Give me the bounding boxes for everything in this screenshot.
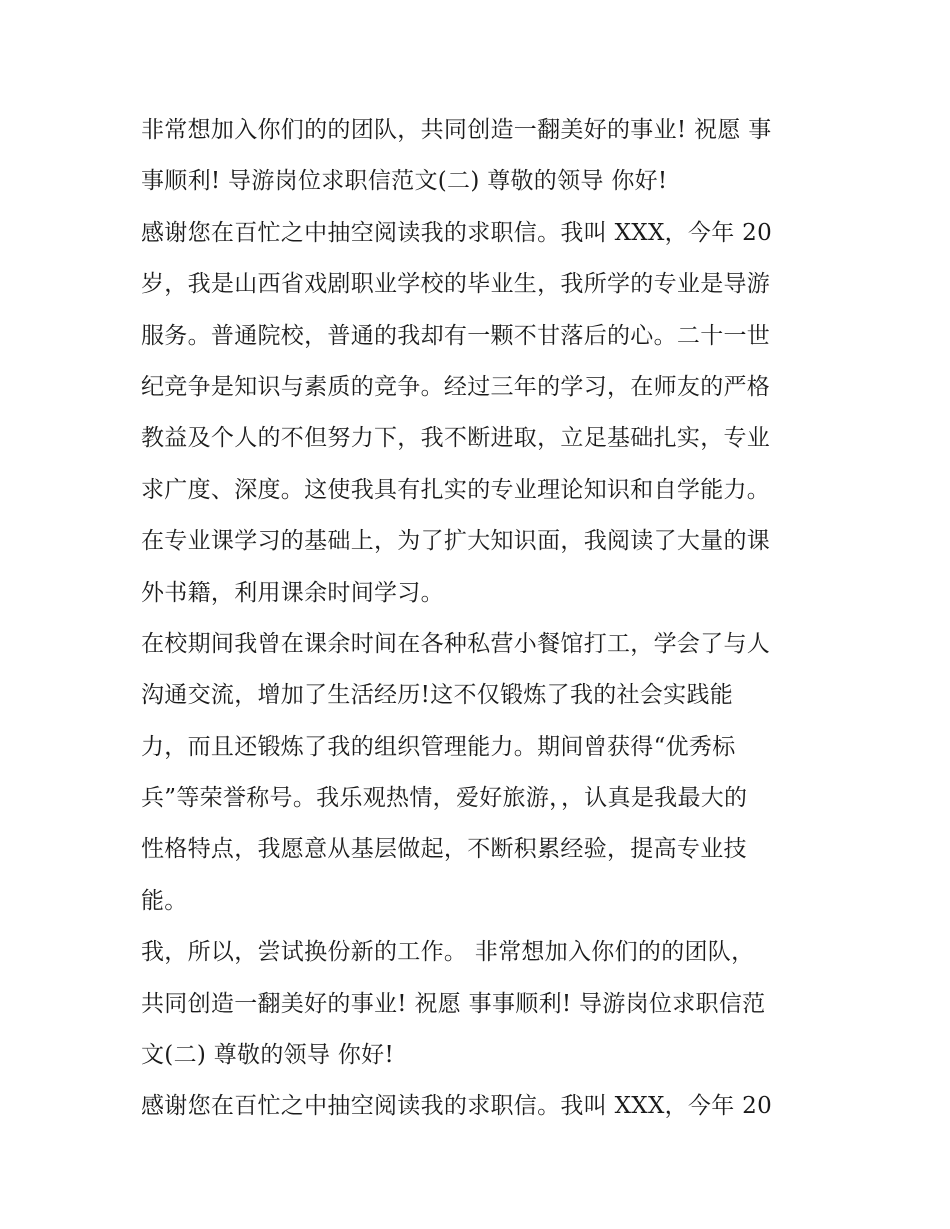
- text-line: 性格特点，我愿意从基层做起，不断积累经验，提高专业技: [141, 836, 747, 863]
- document-text-body: [141, 107, 821, 1135]
- text-line: 在校期间我曾在课余时间在各种私营小餐馆打工，学会了与人: [141, 630, 771, 657]
- text-line: 我，所以，尝试换份新的工作。 非常想加入你们的的团队，: [141, 939, 755, 966]
- text-line: 力，而且还锻炼了我的组织管理能力。期间曾获得“优秀标: [141, 733, 736, 760]
- text-line: 事顺利! 导游岗位求职信范文(二) 尊敬的领导 你好!: [141, 168, 668, 195]
- text-line: 兵”等荣誉称号。我乐观热情，爱好旅游，，认真是我最大的: [141, 785, 748, 812]
- text-line: 在专业课学习的基础上，为了扩大知识面，我阅读了大量的课: [141, 528, 771, 555]
- text-line: 文(二) 尊敬的领导 你好!: [141, 1042, 395, 1069]
- text-line: 感谢您在百忙之中抽空阅读我的求职信。我叫 XXX，今年 20: [141, 219, 773, 246]
- text-line: 共同创造一翻美好的事业! 祝愿 事事顺利! 导游岗位求职信范: [141, 990, 766, 1017]
- text-line: 能。: [141, 887, 188, 914]
- text-line: 服务。普通院校，普通的我却有一颗不甘落后的心。二十一世: [141, 322, 771, 349]
- text-line: 求广度、深度。这使我具有扎实的专业理论知识和自学能力。: [141, 476, 771, 503]
- text-line: 外书籍，利用课余时间学习。: [141, 579, 444, 606]
- text-line: 感谢您在百忙之中抽空阅读我的求职信。我叫 XXX，今年 20: [141, 1093, 773, 1120]
- text-line: 沟通交流，增加了生活经历!这不仅锻炼了我的社会实践能: [141, 682, 734, 709]
- text-line: 非常想加入你们的的团队，共同创造一翻美好的事业! 祝愿 事: [141, 117, 772, 143]
- text-line: 纪竞争是知识与素质的竞争。经过三年的学习，在师友的严格: [141, 373, 771, 400]
- text-line: 教益及个人的不但努力下，我不断进取，立足基础扎实，专业: [141, 425, 771, 452]
- text-line: 岁，我是山西省戏剧职业学校的毕业生，我所学的专业是导游: [141, 271, 771, 298]
